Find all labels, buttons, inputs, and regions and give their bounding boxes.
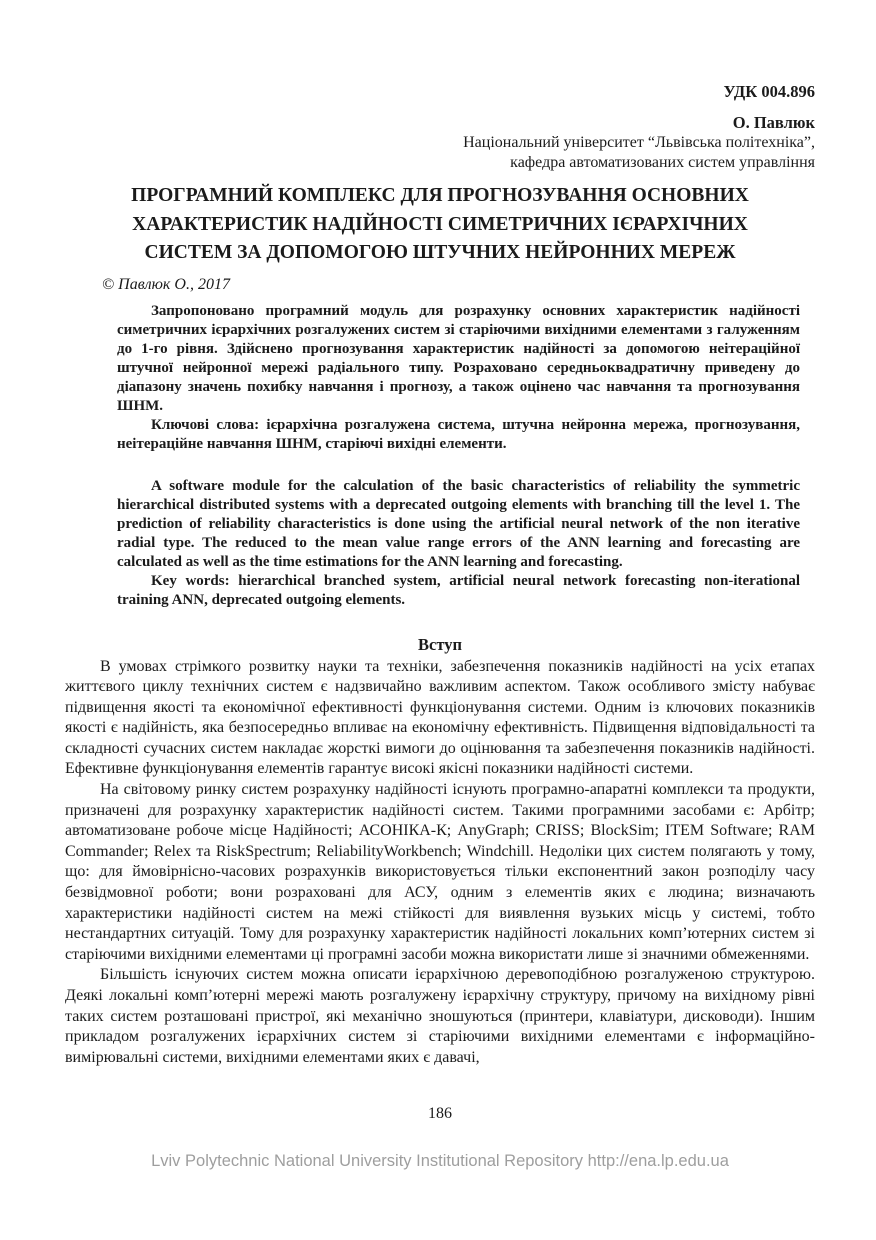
abstract-english	[117, 477, 800, 610]
copyright-line: © Павлюк О., 2017	[102, 275, 230, 293]
author-name: О. Павлюк	[732, 113, 815, 132]
repository-footer: Lviv Polytechnic National University Institutional Repository http://ena.lp.edu.ua	[151, 1152, 729, 1171]
affiliation-line-1: Національний університет “Львівська політехніка”,	[463, 134, 815, 151]
page-number: 186	[428, 1105, 452, 1123]
body-paragraph-1: В умовах стрімкого розвитку науки та техніки, забезпечення показників надійності на усіх етапах життєвого циклу технічних систем є надзвичайно важливим аспектом. Також особливого змісту набуває підвищення якості та економічної ефективності функціонування системи. Одним із ключових показників якості є надійність, яка безпосередньо впливає на економічну ефективність. Підвищення відповідальності та складності сучасних систем накладає жорсткі вимоги до оцінювання та забезпечення показників надійності. Ефективне функціонування елементів гарантує високі якісні показники надійності системи.	[65, 657, 815, 778]
abstract-english-body: A software module for the calculation of the basic characteristics of reliability the symmetric hierarchical distributed systems with a deprecated outgoing elements with branching till the level 1. The prediction of reliability characteristics is done using the artificial neural network of the non iterative radial type. The reduced to the mean value range errors of the ANN learning and forecasting are calculated as well as the time estimations for the ANN learning and forecasting.	[117, 477, 800, 570]
abstract-ukrainian-body: Запропоновано програмний модуль для розрахунку основних характеристик надійності симетричних ієрархічних розгалужених систем зі старіючими вихідними елементами з галуженням до 1-го рівня. Здійснено прогнозування характеристик надійності за допомогою неітераційної штучної нейронної мережі радіального типу. Розраховано середньоквадратичну приведену до діапазону значень похибку навчання і прогнозу, а також оцінено час навчання та прогнозування ШНМ.	[117, 302, 800, 414]
abstract-ukrainian-keywords: Ключові слова: ієрархічна розгалужена система, штучна нейронна мережа, прогнозування, неітераційне навчання ШНМ, старіючі вихідні елементи.	[117, 416, 800, 452]
abstract-ukrainian	[117, 302, 800, 454]
paper-title: ПРОГРАМНИЙ КОМПЛЕКС ДЛЯ ПРОГНОЗУВАННЯ ОСНОВНИХ ХАРАКТЕРИСТИК НАДІЙНОСТІ СИМЕТРИЧНИХ ІЄРАРХІЧНИХ СИСТЕМ ЗА ДОПОМОГОЮ ШТУЧНИХ НЕЙРОННИХ МЕРЕЖ	[131, 185, 749, 263]
affiliation-line-2: кафедра автоматизованих систем управління	[510, 154, 815, 171]
udc-code: УДК 004.896	[723, 82, 815, 101]
body-paragraph-3: Більшість існуючих систем можна описати ієрархічною деревоподібною розгалуженою структурою. Деякі локальні комп’ютерні мережі мають розгалужену ієрархічну структуру, причому на вихідному рівні таких систем розташовані пристрої, які механічно зношуються (принтери, клавіатури, дисководи). Іншим прикладом розгалужених ієрархічних систем зі старіючими вихідними елементами є інформаційно-вимірювальні системи, вихідними елементами яких є давачі,	[65, 966, 815, 1066]
body-paragraph-2: На світовому ринку систем розрахунку надійності існують програмно-апаратні комплекси та продукти, призначені для розрахунку характеристик надійності систем. Такими програмними засобами є: Арбітр; автоматизоване робоче місце Надійності; АСОНІКА-К; AnyGraph; CRISS; BlockSim; ITEM Software; RAM Commander; Relex та RiskSpectrum; ReliabilityWorkbench; Windchill. Недоліки цих систем полягають у тому, що: для ймовірнісно-часових розрахунків використовується тільки експонентний закон розподілу часу безвідмовної роботи; вони розраховані для АСУ, одним з елементів яких є людина; визначають характеристики надійності систем на межі стійкості для виявлення вузьких місць у системі, тобто нестандартних ситуацій. Тому для розрахунку характеристик надійності локальних комп’ютерних систем зі старіючими вихідними елементами ці програмні засоби можна використати лише зі значними обмеженнями.	[65, 781, 815, 963]
section-heading-vstup: Вступ	[418, 634, 462, 654]
abstract-english-keywords: Key words: hierarchical branched system, artificial neural network forecasting non-iterational training ANN, deprecated outgoing elements.	[117, 572, 800, 608]
